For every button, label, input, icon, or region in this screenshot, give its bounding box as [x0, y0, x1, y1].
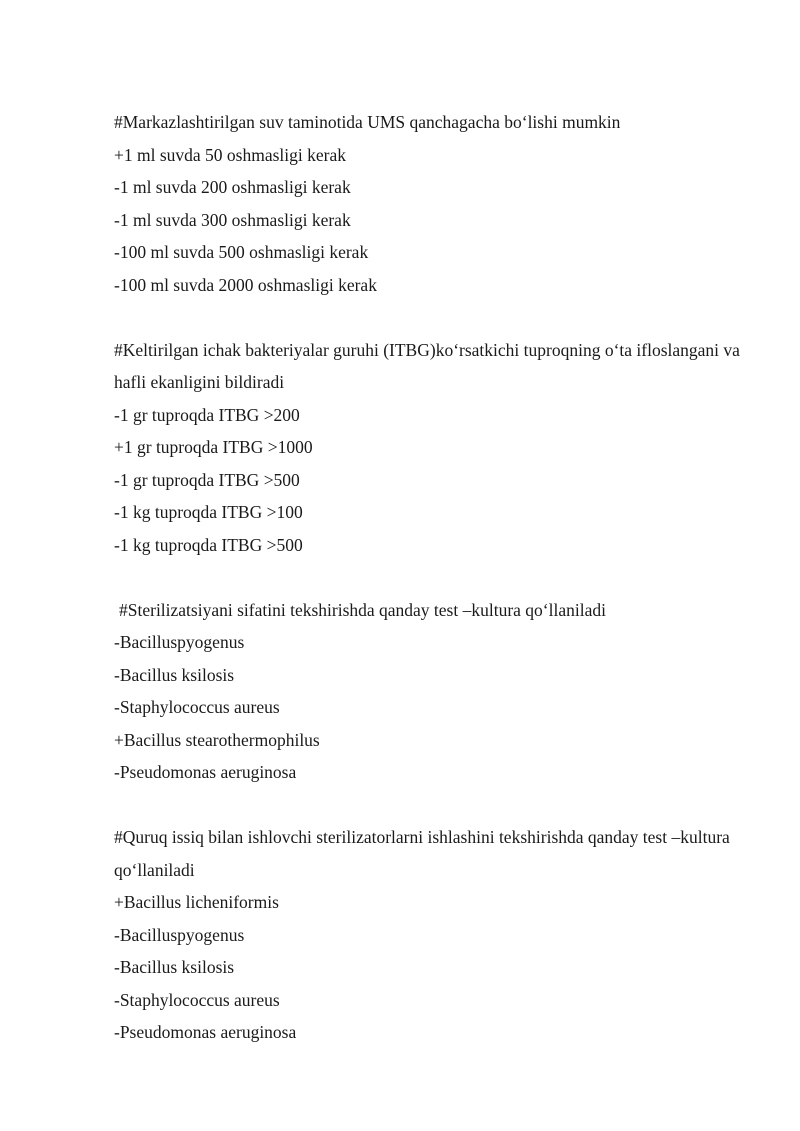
question-3 — [114, 594, 744, 789]
answer-option: -Bacillus ksilosis — [114, 957, 235, 977]
answer-option: -Pseudomonas aeruginosa — [114, 762, 297, 782]
answer-option: -Staphylococcus aureus — [114, 697, 280, 717]
answer-option: +1 gr tuproqda ITBG >1000 — [114, 437, 313, 457]
answer-option: -1 gr tuproqda ITBG >500 — [114, 469, 300, 490]
answer-option: -Bacilluspyogenus — [114, 924, 245, 945]
answer-option: -Pseudomonas aeruginosa — [114, 1022, 297, 1042]
question-stem: #Sterilizatsiyani sifatini tekshirishda qanday test –kultura qo‘llaniladi — [119, 599, 606, 620]
answer-option: -1 ml suvda 200 oshmasligi kerak — [114, 177, 351, 197]
answer-option: +1 ml suvda 50 oshmasligi kerak — [114, 144, 346, 165]
answer-option: -100 ml suvda 500 oshmasligi kerak — [114, 242, 369, 262]
answer-option: -1 gr tuproqda ITBG >200 — [114, 404, 300, 425]
answer-option: +Bacillus licheniformis — [114, 892, 279, 912]
question-2 — [114, 334, 744, 562]
question-4 — [114, 821, 744, 1049]
answer-option: -Bacillus ksilosis — [114, 664, 235, 685]
question-1 — [114, 106, 744, 301]
document-body — [114, 106, 744, 1049]
answer-option: -1 kg tuproqda ITBG >500 — [114, 534, 303, 555]
answer-option: +Bacillus stearothermophilus — [114, 729, 320, 750]
answer-option: -Bacilluspyogenus — [114, 632, 245, 652]
answer-option: -100 ml suvda 2000 oshmasligi kerak — [114, 274, 377, 295]
question-stem: #Markazlashtirilgan suv taminotida UMS qanchagacha bo‘lishi mumkin — [114, 112, 621, 132]
answer-option: -Staphylococcus aureus — [114, 989, 280, 1010]
answer-option: -1 ml suvda 300 oshmasligi kerak — [114, 209, 351, 230]
answer-option: -1 kg tuproqda ITBG >100 — [114, 502, 303, 522]
question-stem: #Quruq issiq bilan ishlovchi sterilizatorlarni ishlashini tekshirishda qanday test –kultura qo‘llaniladi — [114, 827, 730, 880]
question-stem: #Keltirilgan ichak bakteriyalar guruhi (ITBG)ko‘rsatkichi tuproqning o‘ta ifloslangani va hafli ekanligini bildiradi — [114, 339, 740, 392]
